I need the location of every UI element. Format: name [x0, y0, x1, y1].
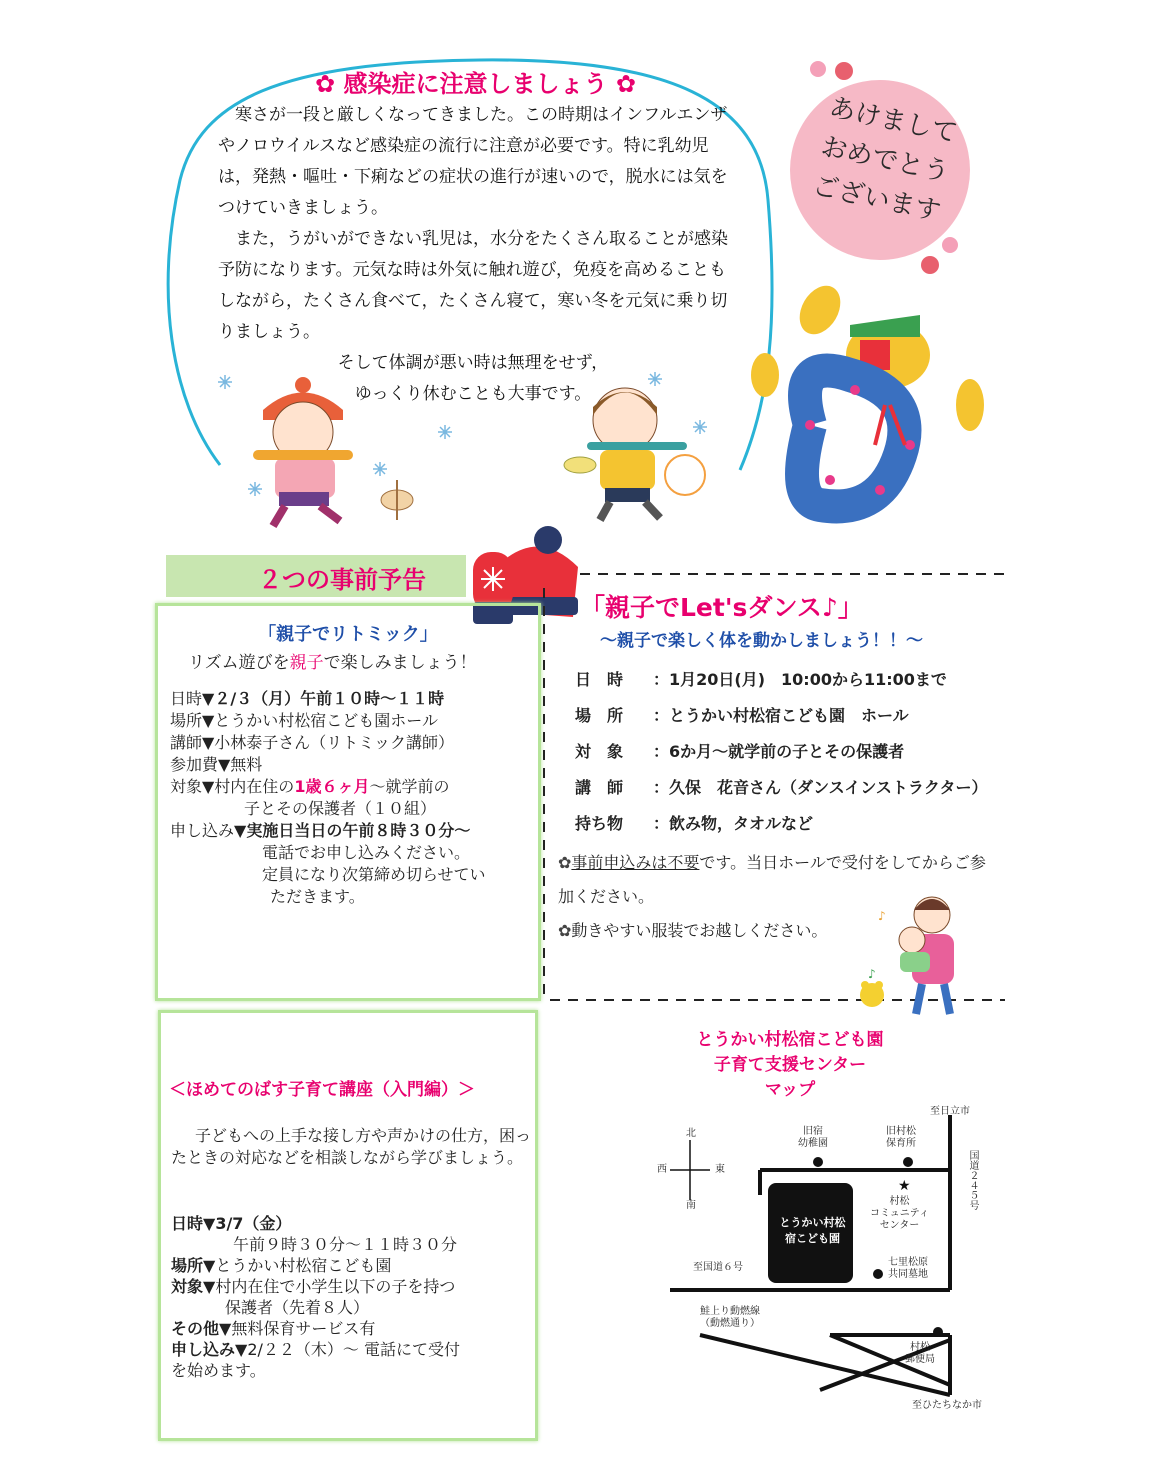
- flower-icon: ✿: [558, 921, 572, 940]
- dance-note-1-rest: です。当日ホールで受付をしてからご参加ください。: [558, 853, 986, 906]
- dance-row-value: ：久保 花音さん（ダンスインストラクター）: [653, 778, 988, 797]
- dance-row: [575, 770, 995, 806]
- parenting-target-label: 対象: [171, 1277, 204, 1296]
- dance-note-1-underlined: 事前申込みは不要: [571, 853, 700, 872]
- map-label-community-center: 村松 コミュニティ センター: [870, 1196, 929, 1231]
- new-year-line-1: あけまして: [826, 92, 961, 150]
- dance-row-key: 対 象: [575, 742, 624, 761]
- parenting-title: ＜ほめてのばす子育て講座（入門編）＞: [169, 1080, 475, 1100]
- rhythmic-date-row: [170, 688, 536, 710]
- parenting-other-label: その他: [171, 1319, 220, 1338]
- map-label-old-kindergarten: 旧宿 幼稚園: [798, 1126, 828, 1149]
- infection-title-text: 感染症に注意しましょう: [343, 70, 608, 98]
- dance-row: [575, 806, 995, 842]
- snake-illustration: [740, 285, 990, 530]
- dance-subtitle: ～親子で楽しく体を動かしましょう！！～: [600, 631, 923, 651]
- rhythmic-apply-line-2: 電話でお申し込みください。: [262, 843, 471, 862]
- rhythmic-subtitle-pre: リズム遊びを: [188, 653, 290, 673]
- map-title: [640, 1028, 940, 1103]
- dance-row: [575, 698, 995, 734]
- map-compass-east: 東: [715, 1164, 725, 1175]
- map-label-to-hitachi: 至日立市: [930, 1106, 970, 1117]
- parenting-target-line-2: 保護者（先着８人）: [225, 1298, 370, 1317]
- map-label-post-office: 村松 郵便局: [905, 1342, 935, 1365]
- svg-text:♪: ♪: [868, 967, 876, 981]
- map-label-cemetery: 七里松原 共同墓地: [888, 1257, 928, 1280]
- parenting-time-row: 午前９時３０分～１１時３０分: [233, 1235, 458, 1254]
- rhythmic-target-post: ～就学前の: [369, 777, 450, 796]
- infection-title: [315, 64, 636, 99]
- rhythmic-apply-line-3: 定員になり次第締め切らせてい: [262, 865, 486, 884]
- svg-text:♪: ♪: [878, 909, 886, 923]
- infection-paragraph-1: 寒さが一段と厳しくなってきました。この時期はインフルエンザやノロウイルスなど感染症の流行に注意が必要です。特に乳幼児は，発熱・嘔吐・下痢などの症状の進行が速いので，脱水には気をつけていきましょう。: [218, 105, 728, 218]
- rhythmic-apply-value: 実施日当日の午前８時３０分～: [246, 821, 471, 840]
- map-title-line-1: とうかい村松宿こども園: [696, 1030, 884, 1050]
- parenting-place-row: [171, 1255, 531, 1276]
- boy-illustration: [564, 388, 705, 520]
- dance-row: [575, 662, 995, 698]
- map-title-line-3: マップ: [764, 1080, 816, 1100]
- rhythmic-subtitle: [188, 648, 477, 673]
- dance-row-key: 講 師: [575, 778, 624, 797]
- dance-note-2-text: 動きやすい服装でお越しください。: [571, 921, 828, 940]
- dance-row-value: ：6か月～就学前の子とその保護者: [653, 742, 905, 761]
- parenting-apply-line-2: を始めます。: [171, 1361, 266, 1380]
- mother-and-baby-illustration: [850, 890, 970, 1020]
- flower-icon: ✿: [315, 70, 336, 98]
- rhythmic-apply-row: [170, 820, 536, 842]
- children-playing-illustration: [215, 370, 715, 530]
- dance-row-key: 日 時: [575, 670, 624, 689]
- girl-illustration: [253, 377, 353, 526]
- rhythmic-subtitle-post: で楽しみましょう！: [323, 653, 477, 673]
- parenting-date-row: [171, 1213, 531, 1234]
- spinning-top-icon: [381, 480, 413, 520]
- parenting-description: 子どもへの上手な接し方や声かけの仕方，困ったときの対応などを相談しながら学びましょう。: [171, 1126, 532, 1167]
- rhythmic-details: [170, 688, 536, 908]
- rhythmic-apply-label: 申し込み▼: [170, 821, 247, 840]
- parenting-place-label: 場所: [171, 1256, 204, 1275]
- parenting-apply-row: [171, 1339, 531, 1360]
- dance-title: 「親子でLet'sダンス♪」: [580, 593, 863, 622]
- rhythmic-fee-row: 参加費▼無料: [170, 755, 263, 774]
- rhythmic-target-highlight: 1歳６ヶ月: [294, 777, 370, 796]
- map-label-old-nursery: 旧村松 保育所: [886, 1126, 916, 1149]
- rhythmic-apply-line-4: ただきます。: [270, 887, 365, 906]
- compass-icon: [670, 1140, 710, 1200]
- map-label-to-hitachinaka: 至ひたちなか市: [912, 1400, 982, 1411]
- parenting-date-label: 日時▼: [171, 1214, 216, 1233]
- map-title-line-2: 子育て支援センター: [713, 1055, 867, 1075]
- new-year-line-3: ございます: [809, 170, 944, 228]
- dance-row-key: 場 所: [575, 706, 624, 725]
- infection-line-4: ゆっくり休むことも大事です。: [354, 384, 592, 404]
- map-label-to-route-6: 至国道６号: [693, 1262, 743, 1273]
- parenting-other-value: ▼無料保育サービス有: [219, 1319, 376, 1338]
- rhythmic-date-label: 日時▼: [170, 689, 215, 708]
- rhythmic-date-value: ２/３（月）午前１０時～１１時: [214, 689, 445, 708]
- rhythmic-event-box: [155, 603, 541, 1001]
- section-header: [166, 555, 466, 597]
- dance-row-key: 持ち物: [575, 814, 624, 833]
- dance-row-value: ：飲み物，タオルなど: [653, 814, 814, 833]
- parenting-apply-label: 申し込み: [171, 1340, 236, 1359]
- parenting-other-row: [171, 1318, 531, 1339]
- map-compass-north: 北: [686, 1128, 696, 1139]
- rhythmic-target-line-2: 子とその保護者（１０組）: [244, 799, 437, 818]
- dance-row-value: ：1月20日(月) 10:00から11:00まで: [653, 670, 947, 689]
- flower-icon: ✿: [558, 853, 572, 872]
- parenting-place-value: ▼とうかい村松宿こども園: [203, 1256, 392, 1275]
- parenting-target-value: ▼村内在住で小学生以下の子を持つ: [203, 1277, 456, 1296]
- parenting-target-row: [171, 1276, 531, 1297]
- rhythmic-target-pre: 対象▼村内在住の: [170, 777, 295, 796]
- map-compass-west: 西: [657, 1164, 667, 1175]
- flower-icon: ✿: [615, 70, 636, 98]
- infection-body: [218, 100, 728, 410]
- rhythmic-target-row: [170, 776, 536, 798]
- dance-details: [575, 662, 995, 842]
- rhythmic-subtitle-highlight: 親子: [289, 653, 324, 673]
- new-year-line-2: おめでとう: [818, 131, 952, 189]
- map-label-fire-line: 鮭上り動燃線 （動燃通り）: [700, 1306, 760, 1329]
- parenting-date-value: 3/7（金）: [215, 1214, 292, 1233]
- rhythmic-place-row: 場所▼とうかい村松宿こども園ホール: [170, 711, 438, 730]
- infection-paragraph-2: また，うがいができない乳児は，水分をたくさん取ることが感染予防になります。元気な時は外気に触れ遊び，免疫を高めることもしながら，たくさん食べて，たくさん寝て，寒い冬を元気に乗り切りましょう。: [218, 229, 728, 342]
- rhythmic-title: 「親子でリトミック」: [258, 624, 438, 645]
- rhythmic-teacher-row: 講師▼小林泰子さん（リトミック講師）: [170, 733, 454, 752]
- dance-row: [575, 734, 995, 770]
- dance-row-value: ：とうかい村松宿こども園 ホール: [653, 706, 909, 725]
- section-header-text: ２つの事前予告: [258, 566, 426, 594]
- map-label-route-245: 国道２４５号: [967, 1150, 978, 1210]
- infection-line-3: そして体調が悪い時は無理をせず，: [337, 353, 609, 373]
- star-icon: ★: [898, 1178, 911, 1194]
- parenting-details: [171, 1213, 531, 1381]
- parenting-apply-value: ▼2/２２（木）～ 電話にて受付: [235, 1340, 460, 1359]
- map-compass-south: 南: [686, 1200, 696, 1211]
- map-label-center-building: とうかい村松 宿こども園: [779, 1216, 846, 1245]
- parenting-course-box: [158, 1010, 538, 1441]
